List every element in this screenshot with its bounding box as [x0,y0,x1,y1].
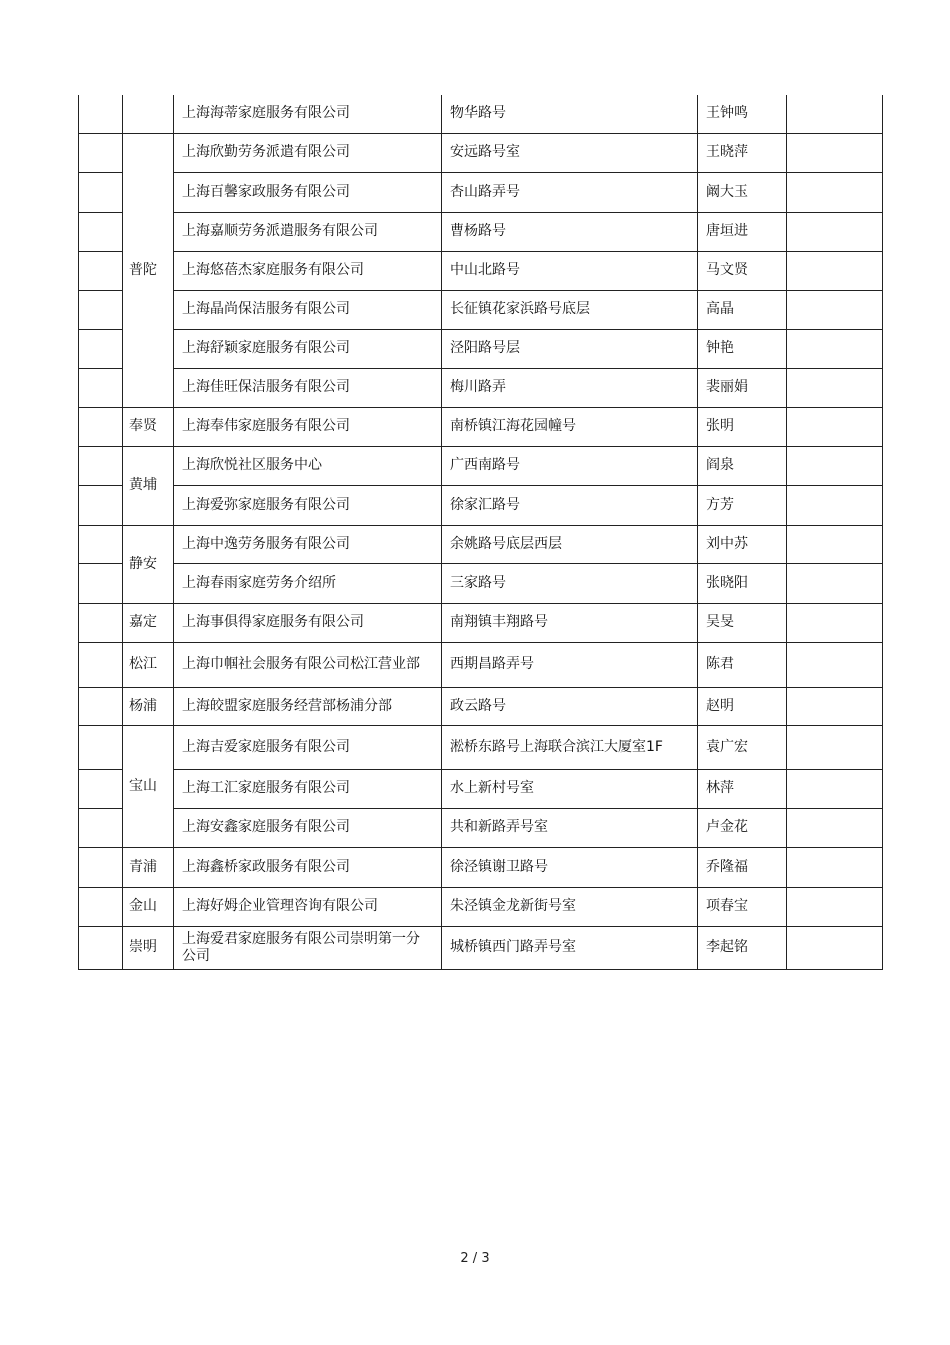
district-cell: 金山 [123,887,174,926]
table-row [79,642,883,687]
remark-cell [787,603,883,642]
company-cell: 上海春雨家庭劳务介绍所 [174,563,442,603]
company-cell: 上海爱君家庭服务有限公司崇明第一分公司 [174,926,442,969]
address-cell: 长征镇花家浜路号底层 [442,290,698,329]
remark-cell [787,251,883,290]
district-cell: 松江 [123,642,174,687]
address-cell: 淞桥东路号上海联合滨江大厦室1F [442,725,698,769]
table-row [79,725,883,769]
remark-cell [787,769,883,808]
address-cell: 梅川路弄 [442,368,698,407]
remark-cell [787,642,883,687]
table-row [79,847,883,887]
district-cell: 静安 [123,525,174,603]
remark-cell [787,725,883,769]
remark-cell [787,95,883,133]
index-cell [79,725,123,769]
company-cell: 上海中逸劳务服务有限公司 [174,525,442,563]
company-cell: 上海欣勤劳务派遣有限公司 [174,133,442,172]
index-cell [79,769,123,808]
district-cell: 崇明 [123,926,174,969]
contact-cell: 李起铭 [698,926,787,969]
district-cell: 杨浦 [123,687,174,725]
contact-cell: 王钟鸣 [698,95,787,133]
table-row [79,769,883,808]
index-cell [79,563,123,603]
contact-cell: 袁广宏 [698,725,787,769]
company-cell: 上海爱弥家庭服务有限公司 [174,485,442,525]
district-cell: 宝山 [123,725,174,847]
index-cell [79,368,123,407]
address-cell: 共和新路弄号室 [442,808,698,847]
table-row [79,368,883,407]
company-cell: 上海好姆企业管理咨询有限公司 [174,887,442,926]
company-cell: 上海工汇家庭服务有限公司 [174,769,442,808]
address-cell: 政云路号 [442,687,698,725]
contact-cell: 方芳 [698,485,787,525]
index-cell [79,887,123,926]
remark-cell [787,407,883,446]
contact-cell: 张明 [698,407,787,446]
contact-cell: 高晶 [698,290,787,329]
address-cell: 广西南路号 [442,446,698,485]
company-cell: 上海欣悦社区服务中心 [174,446,442,485]
table-row [79,563,883,603]
remark-cell [787,563,883,603]
table-row [79,887,883,926]
index-cell [79,329,123,368]
index-cell [79,687,123,725]
table-row [79,172,883,212]
index-cell [79,446,123,485]
district-cell [123,95,174,133]
contact-cell: 裴丽娟 [698,368,787,407]
contact-cell: 张晓阳 [698,563,787,603]
address-cell: 徐家汇路号 [442,485,698,525]
address-cell: 城桥镇西门路弄号室 [442,926,698,969]
remark-cell [787,172,883,212]
address-cell: 水上新村号室 [442,769,698,808]
index-cell [79,407,123,446]
company-cell: 上海事俱得家庭服务有限公司 [174,603,442,642]
address-cell: 南桥镇江海花园幢号 [442,407,698,446]
remark-cell [787,133,883,172]
table-row [79,808,883,847]
index-cell [79,133,123,172]
remark-cell [787,212,883,251]
address-cell: 南翔镇丰翔路号 [442,603,698,642]
index-cell [79,95,123,133]
contact-cell: 阎泉 [698,446,787,485]
index-cell [79,642,123,687]
address-cell: 朱泾镇金龙新街号室 [442,887,698,926]
contact-cell: 马文贤 [698,251,787,290]
company-cell: 上海佳旺保洁服务有限公司 [174,368,442,407]
table-row [79,525,883,563]
district-cell: 嘉定 [123,603,174,642]
index-cell [79,290,123,329]
index-cell [79,808,123,847]
address-cell: 三家路号 [442,563,698,603]
address-cell: 泾阳路号层 [442,329,698,368]
table-row [79,687,883,725]
index-cell [79,251,123,290]
remark-cell [787,525,883,563]
contact-cell: 项春宝 [698,887,787,926]
contact-cell: 钟艳 [698,329,787,368]
company-cell: 上海百馨家政服务有限公司 [174,172,442,212]
remark-cell [787,887,883,926]
contact-cell: 阚大玉 [698,172,787,212]
company-cell: 上海海蒂家庭服务有限公司 [174,95,442,133]
contact-cell: 刘中苏 [698,525,787,563]
table-row [79,329,883,368]
remark-cell [787,687,883,725]
company-cell: 上海安鑫家庭服务有限公司 [174,808,442,847]
address-cell: 中山北路号 [442,251,698,290]
company-cell: 上海巾帼社会服务有限公司松江营业部 [174,642,442,687]
company-cell: 上海悠蓓杰家庭服务有限公司 [174,251,442,290]
contact-cell: 王晓萍 [698,133,787,172]
contact-cell: 卢金花 [698,808,787,847]
page-number: 2 / 3 [460,1251,490,1266]
contact-cell: 唐垣进 [698,212,787,251]
contact-cell: 赵明 [698,687,787,725]
table-row [79,251,883,290]
district-cell: 青浦 [123,847,174,887]
company-cell: 上海嘉顺劳务派遣服务有限公司 [174,212,442,251]
table-row [79,407,883,446]
table-row [79,926,883,969]
table-row [79,290,883,329]
remark-cell [787,446,883,485]
index-cell [79,926,123,969]
address-cell: 西期昌路弄号 [442,642,698,687]
address-cell: 安远路号室 [442,133,698,172]
table-row [79,603,883,642]
company-cell: 上海吉爱家庭服务有限公司 [174,725,442,769]
address-cell: 余姚路号底层西层 [442,525,698,563]
contact-cell: 陈君 [698,642,787,687]
service-provider-table [78,95,883,970]
address-cell: 曹杨路号 [442,212,698,251]
remark-cell [787,485,883,525]
company-cell: 上海鑫桥家政服务有限公司 [174,847,442,887]
index-cell [79,603,123,642]
table-row [79,133,883,172]
remark-cell [787,368,883,407]
district-cell: 奉贤 [123,407,174,446]
index-cell [79,847,123,887]
company-cell: 上海晶尚保洁服务有限公司 [174,290,442,329]
remark-cell [787,290,883,329]
district-cell: 普陀 [123,133,174,407]
index-cell [79,172,123,212]
remark-cell [787,329,883,368]
company-cell: 上海皎盟家庭服务经营部杨浦分部 [174,687,442,725]
table-row [79,485,883,525]
district-cell: 黄埔 [123,446,174,525]
remark-cell [787,847,883,887]
table-row [79,212,883,251]
table-row [79,95,883,133]
address-cell: 物华路号 [442,95,698,133]
contact-cell: 吴旻 [698,603,787,642]
address-cell: 徐泾镇谢卫路号 [442,847,698,887]
address-cell: 杏山路弄号 [442,172,698,212]
index-cell [79,485,123,525]
index-cell [79,212,123,251]
contact-cell: 林萍 [698,769,787,808]
index-cell [79,525,123,563]
contact-cell: 乔隆福 [698,847,787,887]
remark-cell [787,926,883,969]
table-row [79,446,883,485]
company-cell: 上海奉伟家庭服务有限公司 [174,407,442,446]
remark-cell [787,808,883,847]
company-cell: 上海舒颖家庭服务有限公司 [174,329,442,368]
